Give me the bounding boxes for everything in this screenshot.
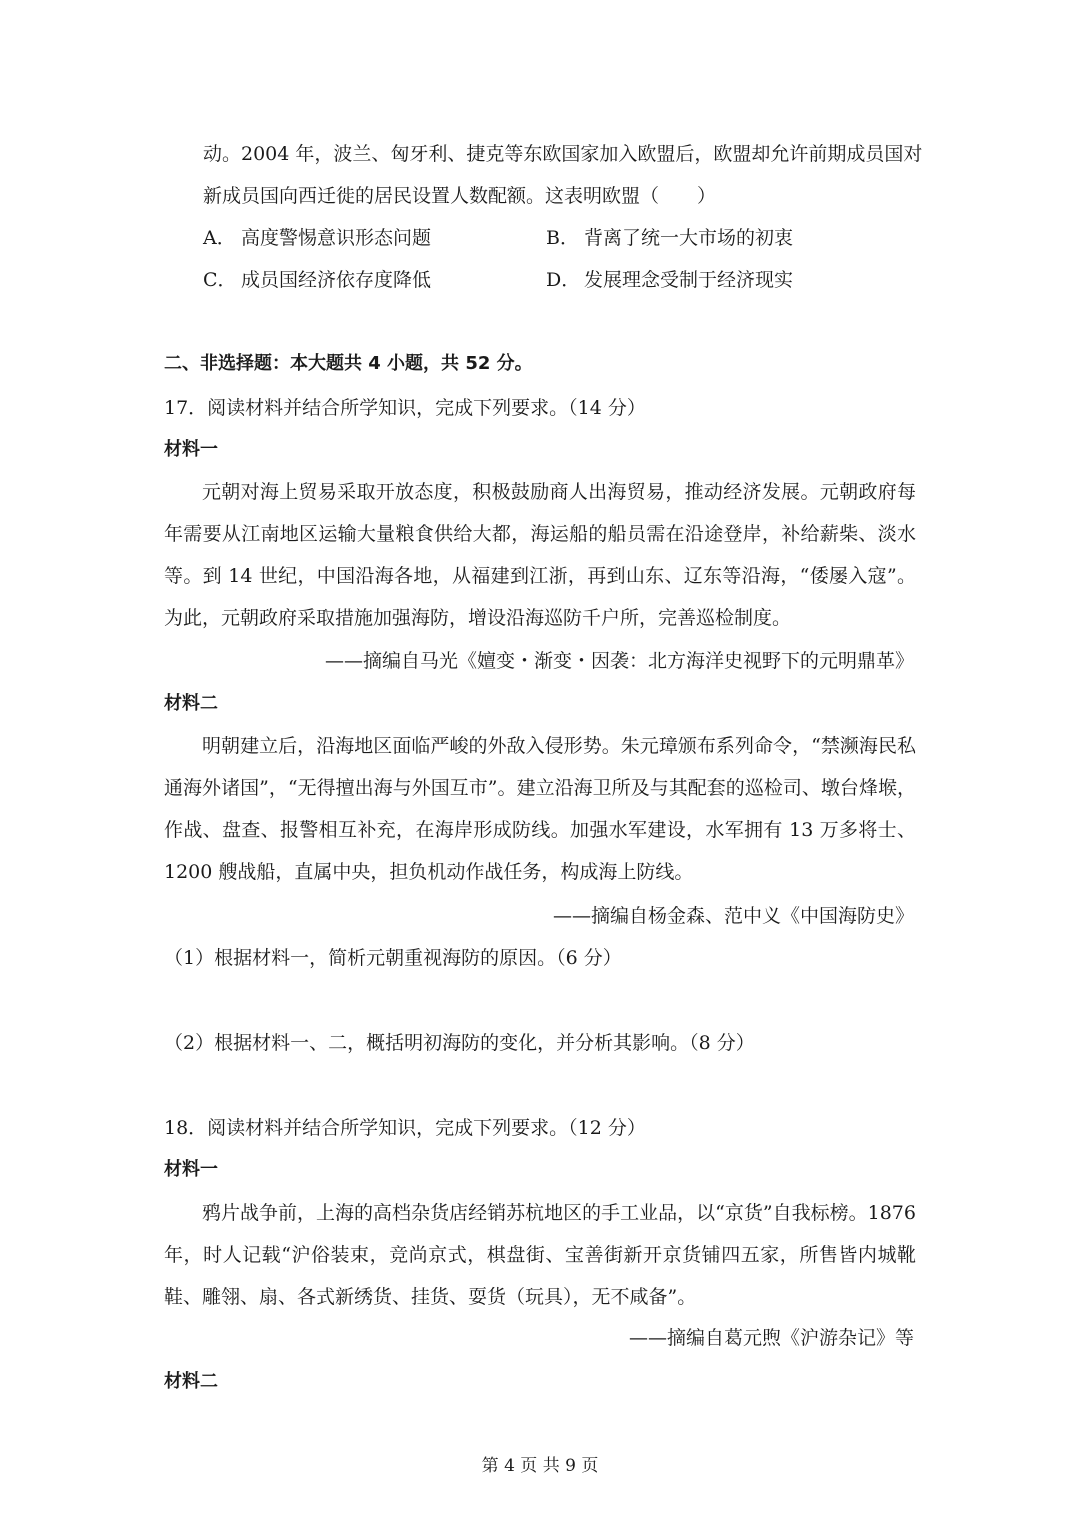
q16-option-b bbox=[546, 226, 793, 250]
option-text: 发展理念受制于经济现实 bbox=[584, 269, 794, 291]
q16-option-c bbox=[203, 268, 431, 292]
q17-sub-question-1: （1）根据材料一，简析元朝重视海防的原因。（6 分） bbox=[164, 947, 622, 969]
q18-material1-text: 鸦片战争前，上海的高档杂货店经销苏杭地区的手工业品，以“京货”自我标榜。1876年，时人记载“沪俗装束，竞尚京式，棋盘街、宝善街新开京货铺四五家，所售皆内城靴鞋、雕翎、扇、各式新绣货、挂货、耍货（玩具），无不咸备”。 bbox=[164, 1202, 916, 1308]
option-text: 背离了统一大市场的初衷 bbox=[584, 227, 794, 249]
q17-material1-source: ——摘编自马光《嬗变・渐变・因袭：北方海洋史视野下的元明鼎革》 bbox=[324, 650, 914, 672]
option-text: 成员国经济依存度降低 bbox=[241, 269, 432, 291]
q17-material1-label: 材料一 bbox=[164, 439, 218, 460]
section-heading: 二、非选择题：本大题共 4 小题，共 52 分。 bbox=[164, 353, 533, 374]
q18-material1-source: ——摘编自葛元煦《沪游杂记》等 bbox=[628, 1327, 914, 1349]
q16-stem-line2: 新成员国向西迁徙的居民设置人数配额。这表明欧盟（ ） bbox=[203, 185, 717, 207]
q16-option-d bbox=[546, 268, 793, 292]
q18-material1-label: 材料一 bbox=[164, 1159, 218, 1180]
q18-material2-label: 材料二 bbox=[164, 1371, 218, 1392]
option-letter: C． bbox=[203, 269, 237, 291]
q16-stem-line1: 动。2004 年，波兰、匈牙利、捷克等东欧国家加入欧盟后，欧盟却允许前期成员国对 bbox=[203, 143, 923, 165]
q17-material2-text: 明朝建立后，沿海地区面临严峻的外敌入侵形势。朱元璋颁布系列命令，“禁濒海民私通海外诸国”，“无得擅出海与外国互市”。建立沿海卫所及与其配套的巡检司、墩台烽堠，作战、盘查、报警相互补充，在海岸形成防线。加强水军建设，水军拥有 13 万多将士、1200 艘战船，直属中央，担负机动作战任务，构成海上防线。 bbox=[164, 735, 916, 883]
q17-material1-text: 元朝对海上贸易采取开放态度，积极鼓励商人出海贸易，推动经济发展。元朝政府每年需要从江南地区运输大量粮食供给大都，海运船的船员需在沿途登岸，补给薪柴、淡水等。到 14 世纪，中国沿海各地，从福建到江浙，再到山东、辽东等沿海，“倭屡入寇”。为此，元朝政府采取措施加强海防，增设沿海巡防千户所，完善巡检制度。 bbox=[164, 481, 916, 629]
option-text: 高度警惕意识形态问题 bbox=[241, 227, 432, 249]
q17-material2-label: 材料二 bbox=[164, 693, 218, 714]
q18-stem: 18．阅读材料并结合所学知识，完成下列要求。（12 分） bbox=[164, 1117, 646, 1139]
page-number: 第 4 页 共 9 页 bbox=[481, 1456, 599, 1476]
option-letter: D． bbox=[546, 269, 581, 291]
option-letter: A． bbox=[203, 227, 236, 249]
q17-material2-source: ——摘编自杨金森、范中义《中国海防史》 bbox=[552, 905, 914, 927]
q17-stem: 17．阅读材料并结合所学知识，完成下列要求。（14 分） bbox=[164, 397, 646, 419]
q17-sub-question-2: （2）根据材料一、二，概括明初海防的变化，并分析其影响。（8 分） bbox=[164, 1032, 755, 1054]
q16-option-a bbox=[203, 226, 431, 250]
option-letter: B． bbox=[546, 227, 579, 249]
